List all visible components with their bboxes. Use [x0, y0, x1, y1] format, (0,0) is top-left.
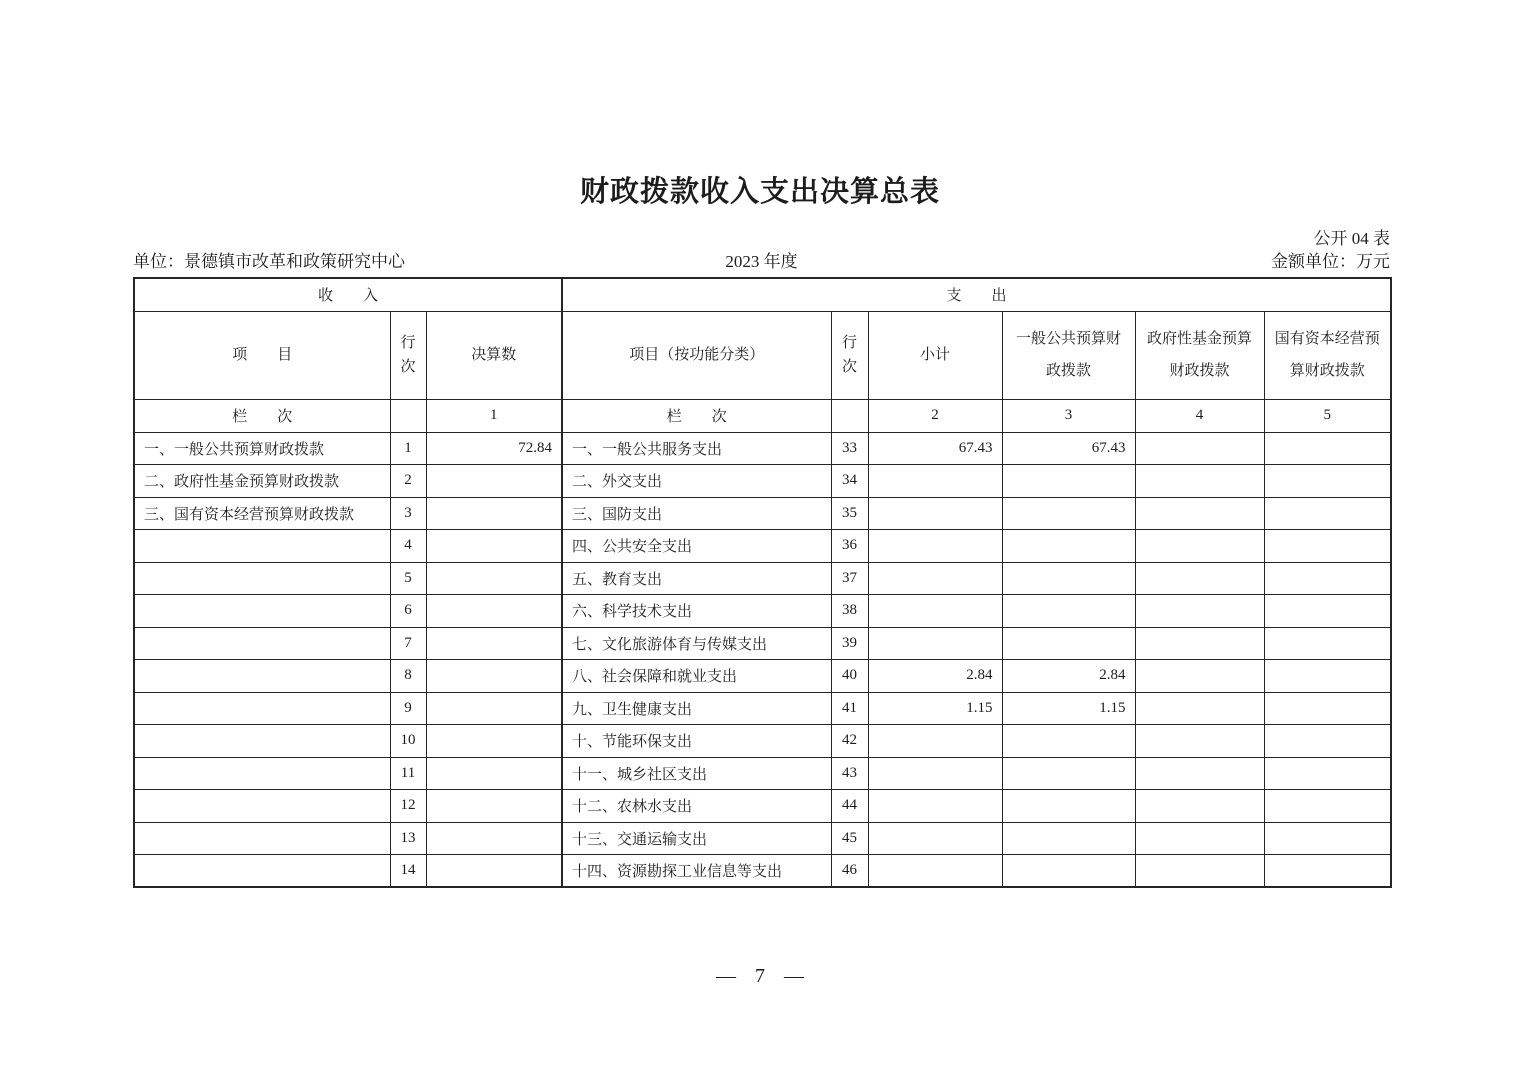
table-row [134, 465, 1391, 498]
cell-line2: 35 [831, 497, 868, 530]
cell-fund [1135, 465, 1264, 498]
cell-line: 8 [390, 660, 426, 693]
cell-line: 5 [390, 562, 426, 595]
cell-amount: 72.84 [426, 432, 562, 465]
cell-item [134, 595, 390, 628]
cell-subtotal: 67.43 [868, 432, 1002, 465]
cell-item2: 八、社会保障和就业支出 [562, 660, 831, 693]
header-line: 一般公共预算财 [1015, 330, 1121, 347]
header-line: 政府性基金预算 [1146, 330, 1252, 347]
cell-item2: 七、文化旅游体育与传媒支出 [562, 627, 831, 660]
cell-fund [1135, 725, 1264, 758]
cell-line2: 39 [831, 627, 868, 660]
cell-line2: 40 [831, 660, 868, 693]
cell-item2: 十一、城乡社区支出 [562, 757, 831, 790]
cell-capital [1264, 562, 1391, 595]
cell-line: 10 [390, 725, 426, 758]
col-header-line-no [390, 311, 426, 399]
cell-amount [426, 627, 562, 660]
cell-capital [1264, 465, 1391, 498]
cell-item [134, 855, 390, 888]
cell-capital [1264, 595, 1391, 628]
colnum-5: 5 [1264, 399, 1391, 432]
col-header-general-budget [1002, 311, 1135, 399]
cell-general [1002, 822, 1135, 855]
table-row [134, 432, 1391, 465]
cell-subtotal [868, 757, 1002, 790]
cell-subtotal [868, 595, 1002, 628]
cell-subtotal [868, 627, 1002, 660]
cell-amount [426, 562, 562, 595]
cell-line2: 38 [831, 595, 868, 628]
cell-general [1002, 790, 1135, 823]
table-row [134, 855, 1391, 888]
cell-subtotal [868, 822, 1002, 855]
cell-line: 9 [390, 692, 426, 725]
cell-fund [1135, 595, 1264, 628]
colnum-blank [831, 399, 868, 432]
cell-item2: 一、一般公共服务支出 [562, 432, 831, 465]
cell-line2: 34 [831, 465, 868, 498]
cell-fund [1135, 530, 1264, 563]
cell-amount [426, 497, 562, 530]
cell-general: 1.15 [1002, 692, 1135, 725]
year-label: 2023 年度 [725, 252, 798, 271]
cell-item2: 十二、农林水支出 [562, 790, 831, 823]
col-header-subtotal: 小计 [868, 311, 1002, 399]
table-row [134, 822, 1391, 855]
col-header-amount: 决算数 [426, 311, 562, 399]
cell-amount [426, 725, 562, 758]
table-row [134, 790, 1391, 823]
cell-line2: 41 [831, 692, 868, 725]
cell-amount [426, 855, 562, 888]
header-line: 算财政拨款 [1289, 363, 1365, 379]
cell-item: 二、政府性基金预算财政拨款 [134, 465, 390, 498]
cell-general [1002, 757, 1135, 790]
col-header-gov-fund [1135, 311, 1264, 399]
cell-capital [1264, 660, 1391, 693]
line-no-char-2: 次 [841, 359, 857, 375]
cell-line2: 43 [831, 757, 868, 790]
cell-line2: 45 [831, 822, 868, 855]
info-row [133, 247, 1390, 271]
colnum-1: 1 [426, 399, 562, 432]
cell-line: 7 [390, 627, 426, 660]
cell-item2: 六、科学技术支出 [562, 595, 831, 628]
cell-general [1002, 595, 1135, 628]
colnum-3: 3 [1002, 399, 1135, 432]
cell-general [1002, 562, 1135, 595]
line-no-char-1: 行 [400, 335, 416, 351]
cell-subtotal [868, 855, 1002, 888]
cell-capital [1264, 855, 1391, 888]
cell-subtotal [868, 562, 1002, 595]
cell-general [1002, 725, 1135, 758]
cell-item [134, 627, 390, 660]
doc-number-label: 公开 04 表 [1313, 229, 1390, 248]
page-number: — 7 — [716, 965, 804, 987]
cell-subtotal [868, 530, 1002, 563]
cell-item2: 三、国防支出 [562, 497, 831, 530]
colnum-label-expenditure: 栏 次 [562, 399, 831, 432]
cell-capital [1264, 627, 1391, 660]
table-row [134, 725, 1391, 758]
cell-fund [1135, 855, 1264, 888]
col-header-state-capital [1264, 311, 1391, 399]
cell-line2: 36 [831, 530, 868, 563]
cell-item2: 十三、交通运输支出 [562, 822, 831, 855]
table-row [134, 562, 1391, 595]
cell-line2: 37 [831, 562, 868, 595]
cell-fund [1135, 692, 1264, 725]
table-row [134, 497, 1391, 530]
page-title: 财政拨款收入支出决算总表 [579, 176, 940, 208]
col-header-item: 项 目 [134, 311, 390, 399]
colnum-blank [390, 399, 426, 432]
cell-subtotal: 2.84 [868, 660, 1002, 693]
cell-general: 67.43 [1002, 432, 1135, 465]
cell-line2: 42 [831, 725, 868, 758]
cell-capital [1264, 790, 1391, 823]
cell-item2: 二、外交支出 [562, 465, 831, 498]
cell-capital [1264, 692, 1391, 725]
cell-item2: 四、公共安全支出 [562, 530, 831, 563]
column-number-row [134, 399, 1391, 432]
cell-general [1002, 497, 1135, 530]
cell-amount [426, 465, 562, 498]
cell-item [134, 757, 390, 790]
unit-label: 单位：景德镇市改革和政策研究中心 [133, 252, 405, 271]
cell-line: 14 [390, 855, 426, 888]
cell-fund [1135, 660, 1264, 693]
cell-subtotal [868, 465, 1002, 498]
header-line: 国有资本经营预 [1274, 330, 1380, 347]
cell-line: 11 [390, 757, 426, 790]
col-header-line-no-2 [831, 311, 868, 399]
cell-general: 2.84 [1002, 660, 1135, 693]
cell-amount [426, 595, 562, 628]
income-section-header: 收 入 [134, 278, 562, 311]
amount-unit-label: 金额单位：万元 [1271, 252, 1390, 271]
table-row [134, 660, 1391, 693]
cell-amount [426, 822, 562, 855]
table-row [134, 627, 1391, 660]
cell-subtotal [868, 497, 1002, 530]
cell-line2: 46 [831, 855, 868, 888]
cell-item [134, 562, 390, 595]
cell-subtotal: 1.15 [868, 692, 1002, 725]
cell-item: 三、国有资本经营预算财政拨款 [134, 497, 390, 530]
cell-capital [1264, 822, 1391, 855]
table-row [134, 757, 1391, 790]
cell-fund [1135, 562, 1264, 595]
cell-line: 13 [390, 822, 426, 855]
cell-fund [1135, 627, 1264, 660]
cell-amount [426, 660, 562, 693]
cell-line: 2 [390, 465, 426, 498]
cell-item2: 十、节能环保支出 [562, 725, 831, 758]
cell-item [134, 530, 390, 563]
line-no-char-2: 次 [400, 359, 416, 375]
cell-item2: 五、教育支出 [562, 562, 831, 595]
col-header-item-func: 项目（按功能分类） [562, 311, 831, 399]
expenditure-section-header: 支 出 [562, 278, 1391, 311]
cell-general [1002, 465, 1135, 498]
cell-line: 6 [390, 595, 426, 628]
cell-line2: 33 [831, 432, 868, 465]
cell-capital [1264, 725, 1391, 758]
table-row [134, 530, 1391, 563]
section-header-row [134, 278, 1391, 311]
cell-amount [426, 790, 562, 823]
budget-table [133, 277, 1392, 888]
table-row [134, 595, 1391, 628]
cell-subtotal [868, 725, 1002, 758]
cell-item [134, 822, 390, 855]
cell-capital [1264, 497, 1391, 530]
cell-item [134, 725, 390, 758]
cell-fund [1135, 432, 1264, 465]
column-header-row [134, 311, 1391, 399]
cell-line: 3 [390, 497, 426, 530]
cell-general [1002, 627, 1135, 660]
cell-capital [1264, 432, 1391, 465]
cell-amount [426, 692, 562, 725]
cell-item [134, 790, 390, 823]
cell-line: 4 [390, 530, 426, 563]
cell-item2: 十四、资源勘探工业信息等支出 [562, 855, 831, 888]
table-row [134, 692, 1391, 725]
cell-capital [1264, 530, 1391, 563]
cell-item: 一、一般公共预算财政拨款 [134, 432, 390, 465]
cell-amount [426, 757, 562, 790]
cell-capital [1264, 757, 1391, 790]
colnum-2: 2 [868, 399, 1002, 432]
cell-line2: 44 [831, 790, 868, 823]
cell-line: 12 [390, 790, 426, 823]
colnum-label-income: 栏 次 [134, 399, 390, 432]
cell-general [1002, 530, 1135, 563]
colnum-4: 4 [1135, 399, 1264, 432]
cell-item [134, 692, 390, 725]
cell-subtotal [868, 790, 1002, 823]
header-line: 财政拨款 [1169, 363, 1230, 379]
header-line: 政拨款 [1045, 363, 1091, 379]
cell-fund [1135, 497, 1264, 530]
cell-item [134, 660, 390, 693]
cell-fund [1135, 822, 1264, 855]
cell-line: 1 [390, 432, 426, 465]
cell-amount [426, 530, 562, 563]
cell-item2: 九、卫生健康支出 [562, 692, 831, 725]
cell-general [1002, 855, 1135, 888]
cell-fund [1135, 790, 1264, 823]
line-no-char-1: 行 [841, 335, 857, 351]
cell-fund [1135, 757, 1264, 790]
